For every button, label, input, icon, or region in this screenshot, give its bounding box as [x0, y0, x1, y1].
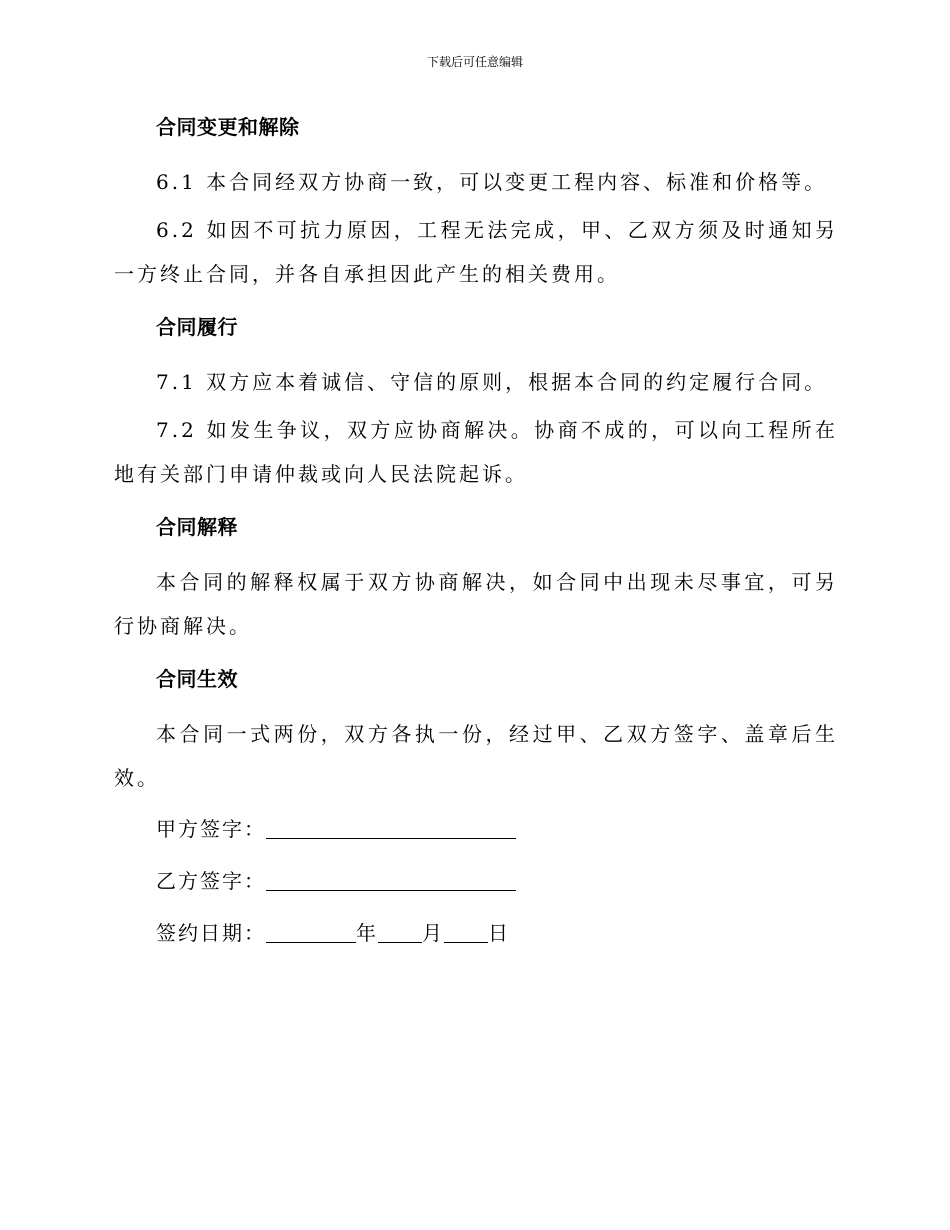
party-b-signature-field[interactable]	[266, 868, 516, 891]
section-heading: 合同变更和解除	[156, 115, 300, 139]
section-heading: 合同解释	[156, 515, 238, 539]
clause-paragraph: 6.1 本合同经双方协商一致，可以变更工程内容、标准和价格等。	[156, 170, 828, 194]
section-heading: 合同履行	[156, 315, 238, 339]
contract-body	[114, 112, 838, 970]
date-label: 签约日期：	[156, 921, 266, 945]
year-field[interactable]	[266, 920, 356, 943]
party-a-signature-field[interactable]	[266, 816, 516, 839]
signing-date-line	[114, 918, 838, 948]
party-b-signature-line	[114, 866, 838, 896]
clause-paragraph: 7.2 如发生争议，双方应协商解决。协商不成的，可以向工程所在地有关部门申请仲裁或向人民法院起诉。	[114, 418, 838, 486]
month-label: 月	[422, 921, 444, 945]
section-performance	[114, 312, 838, 496]
header-note: 下载后可任意编辑	[426, 55, 523, 69]
day-label: 日	[488, 921, 510, 945]
signature-block	[114, 814, 838, 948]
clause-paragraph: 本合同的解释权属于双方协商解决，如合同中出现未尽事宜，可另行协商解决。	[114, 570, 838, 638]
section-heading: 合同生效	[156, 667, 238, 691]
day-field[interactable]	[444, 920, 488, 943]
section-interpretation	[114, 512, 838, 648]
party-b-label: 乙方签字：	[156, 869, 266, 893]
clause-paragraph: 6.2 如因不可抗力原因，工程无法完成，甲、乙双方须及时通知另一方终止合同，并各自承担因此产生的相关费用。	[114, 218, 838, 286]
clause-paragraph: 本合同一式两份，双方各执一份，经过甲、乙双方签字、盖章后生效。	[114, 722, 838, 790]
section-effectiveness	[114, 664, 838, 800]
party-a-signature-line	[114, 814, 838, 844]
section-change-termination	[114, 112, 838, 296]
month-field[interactable]	[378, 920, 422, 943]
clause-paragraph: 7.1 双方应本着诚信、守信的原则，根据本合同的约定履行合同。	[156, 370, 828, 394]
year-label: 年	[356, 921, 378, 945]
party-a-label: 甲方签字：	[156, 817, 266, 841]
